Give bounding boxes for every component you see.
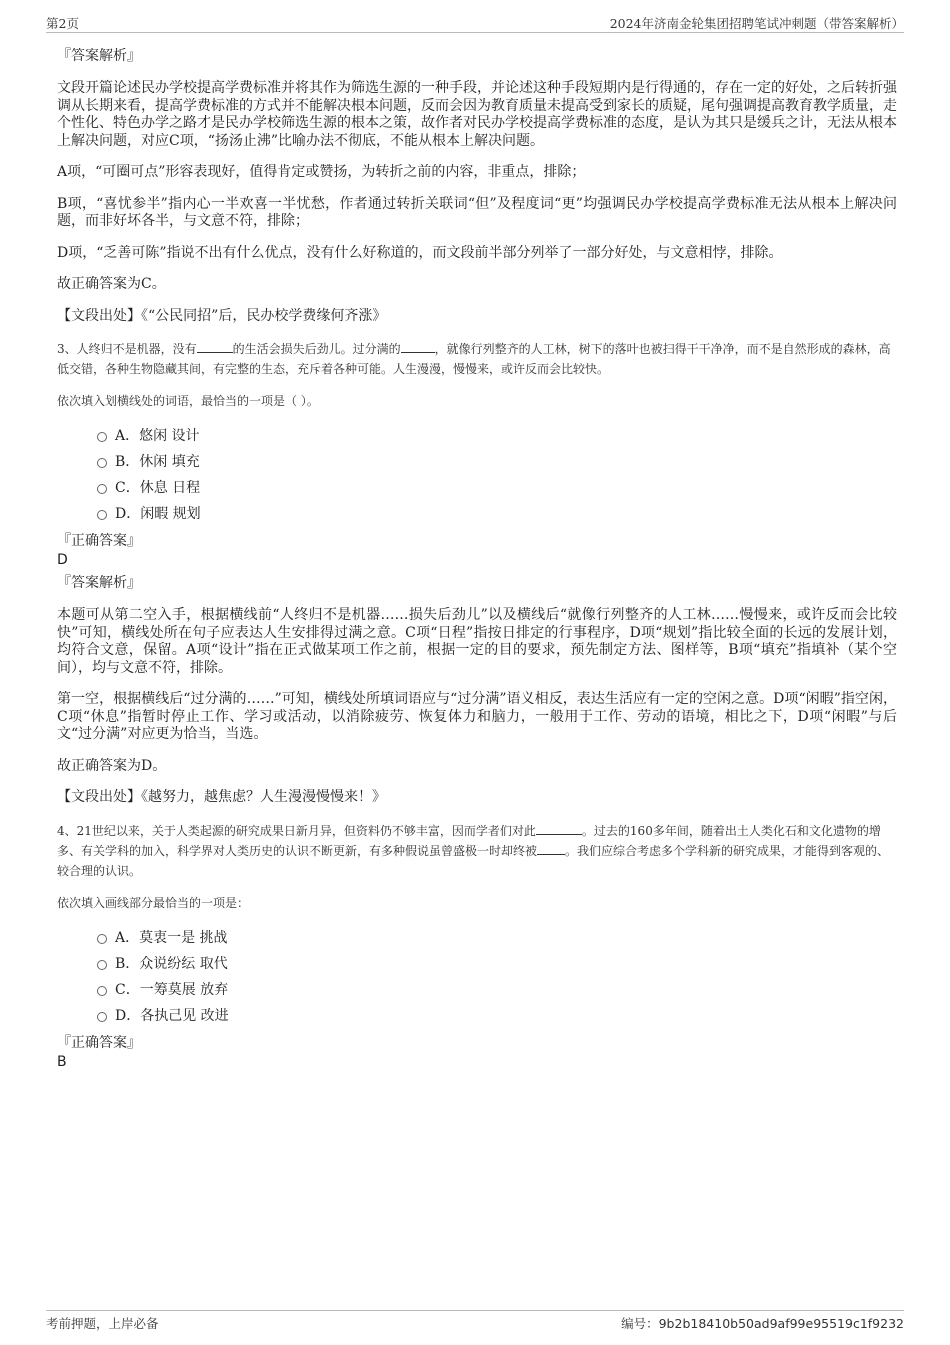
radio-icon[interactable]	[97, 484, 107, 494]
q3-text-part-2: 的生活会损失后劲儿。过分满的	[232, 342, 401, 356]
q3-option-c[interactable]	[57, 475, 897, 501]
q3-option-b[interactable]	[57, 449, 897, 475]
q2-analysis-label: 『答案解析』	[57, 48, 141, 64]
q4-question-text	[57, 821, 897, 881]
page-footer	[46, 1310, 904, 1331]
q2-option-a-analysis: A项，“可圈可点”形容表现好，值得肯定或赞扬，为转折之前的内容，非重点，排除；	[57, 164, 586, 180]
q4-text-part-2: 。过去的160多年间，随着出土人类化石和文化遗物的增多、有关学科的加入，科学界对人类历史的认识不断更新，有多种假说虽曾盛极一时却终被	[57, 823, 881, 858]
q4-blank-2	[537, 842, 565, 855]
q4-option-c[interactable]	[57, 977, 897, 1003]
q4-option-d[interactable]	[57, 1003, 897, 1029]
document-title: 2024年济南金轮集团招聘笔试冲刺题（带答案解析）	[609, 16, 904, 31]
q4-option-c-label: C．一筹莫展 放弃	[115, 981, 229, 998]
footer-code-label: 编号：	[621, 1316, 659, 1331]
q3-option-c-label: C．休息 日程	[115, 480, 201, 496]
q3-blank-1	[197, 340, 233, 353]
q3-text-part-3: ，就像行列整齐的人工林，树下的落叶也被扫得干干净净，而不是自然形成的森林，高低交错，各种生物隐藏其间，有完整的生态，充斥着各种可能。人生漫漫，慢慢来，或许反而会比较快。	[57, 342, 891, 376]
q4-option-d-label: D．各执己见 改进	[115, 1007, 229, 1024]
footer-code-value: 9b2b18410b50ad9af99e95519c1f9232	[658, 1316, 904, 1331]
radio-icon[interactable]	[97, 960, 107, 970]
radio-icon[interactable]	[97, 986, 107, 996]
q3-option-d[interactable]	[57, 501, 897, 527]
q3-blank-2	[401, 340, 435, 353]
q3-option-b-label: B．休闲 填充	[115, 454, 200, 470]
q4-options	[57, 925, 897, 1029]
q4-blank-1	[536, 822, 582, 835]
q3-analysis-paragraph-2: 第一空，根据横线后“过分满的……”可知，横线处所填词语应与“过分满”语义相反，表达生活应有一定的空闲之意。D项“闲暇”指空闲，C项“休息”指暂时停止工作、学习或活动，以消除疲劳、恢复体力和脑力，一般用于工作、劳动的语境，相比之下，D项“闲暇”与后文“过分满”对应更为恰当，当选。	[57, 691, 897, 742]
footer-slogan: 考前押题，上岸必备	[46, 1316, 159, 1331]
q3-source: 【文段出处】《越努力，越焦虑？人生漫漫慢慢来！》	[57, 789, 386, 805]
q4-correct-answer: B	[57, 1053, 67, 1070]
footer-code	[621, 1314, 904, 1332]
page-number: 第2页	[46, 16, 79, 31]
radio-icon[interactable]	[97, 510, 107, 520]
q3-analysis-paragraph-1: 本题可从第二空入手，根据横线前“人终归不是机器……损失后劲儿”以及横线后“就像行列整齐的人工林……慢慢来，或许反而会比较快”可知，横线处所在句子应表达人生安排得过满之意。C项“日程”指按日排定的行事程序，D项“规划”指比较全面的长远的发展计划，均符合文意，保留。A项“设计”指在正式做某项工作之前，根据一定的目的要求，预先制定方法、图样等，B项“填充”指填补（某个空间），均与文意不符，排除。	[57, 607, 897, 676]
radio-icon[interactable]	[97, 934, 107, 944]
page-header	[46, 14, 904, 33]
q4-option-a-label: A．莫衷一是 挑战	[115, 929, 228, 946]
q3-option-d-label: D．闲暇 规划	[115, 506, 201, 522]
q4-text-part-1: 4、21世纪以来，关于人类起源的研究成果日新月异，但资料仍不够丰富，因而学者们对此	[57, 823, 536, 838]
q2-source: 【文段出处】《“公民同招”后，民办校学费缘何齐涨》	[57, 307, 387, 324]
q3-option-a[interactable]	[57, 423, 897, 449]
radio-icon[interactable]	[97, 458, 107, 468]
q3-correct-label: 『正确答案』	[57, 533, 141, 549]
q3-options	[57, 423, 897, 527]
page-content	[57, 46, 897, 1071]
radio-icon[interactable]	[97, 432, 107, 442]
q4-option-b-label: B．众说纷纭 取代	[115, 955, 228, 972]
q2-analysis-paragraph: 文段开篇论述民办学校提高学费标准并将其作为筛选生源的一种手段，并论述这种手段短期内是行得通的，存在一定的好处，之后转折强调从长期来看，提高学费标准的方式并不能解决根本问题，反而会因为教育质量未提高受到家长的质疑，尾句强调提高教育教学质量，走个性化、特色办学之路才是民办学校筛选生源的根本之策，故作者对民办学校提高学费标准的态度，是认为其只是缓兵之计，无法从根本上解决问题，对应C项，“扬汤止沸”比喻办法不彻底，不能从根本上解决问题。	[57, 80, 897, 149]
q4-correct-label: 『正确答案』	[57, 1034, 141, 1051]
q4-instruction: 依次填入画线部分最恰当的一项是：	[57, 895, 250, 910]
q2-option-d-analysis: D项，“乏善可陈”指说不出有什么优点，没有什么好称道的，而文段前半部分列举了一部分好处，与文意相悖，排除。	[57, 244, 783, 261]
q4-option-a[interactable]	[57, 925, 897, 951]
q3-option-a-label: A．悠闲 设计	[115, 428, 200, 444]
q4-option-b[interactable]	[57, 951, 897, 977]
q4-text-part-3: 。我们应综合考虑多个学科新的研究成果，才能得到客观的、较合理的认识。	[57, 843, 890, 878]
q3-analysis-label: 『答案解析』	[57, 575, 141, 591]
q2-option-b-analysis: B项，“喜忧参半”指内心一半欢喜一半忧愁，作者通过转折关联词“但”及程度词“更”均强调民办学校提高学费标准无法从根本上解决问题，而非好坏各半，与文意不符，排除；	[57, 195, 897, 229]
q3-question-text	[57, 339, 897, 379]
radio-icon[interactable]	[97, 1012, 107, 1022]
q3-correct-answer: D	[57, 552, 68, 568]
q3-conclusion: 故正确答案为D。	[57, 757, 167, 774]
q3-instruction: 依次填入划横线处的词语，最恰当的一项是（ ）。	[57, 394, 319, 408]
q2-conclusion: 故正确答案为C。	[57, 276, 166, 292]
q3-text-part-1: 3、人终归不是机器，没有	[57, 342, 197, 356]
